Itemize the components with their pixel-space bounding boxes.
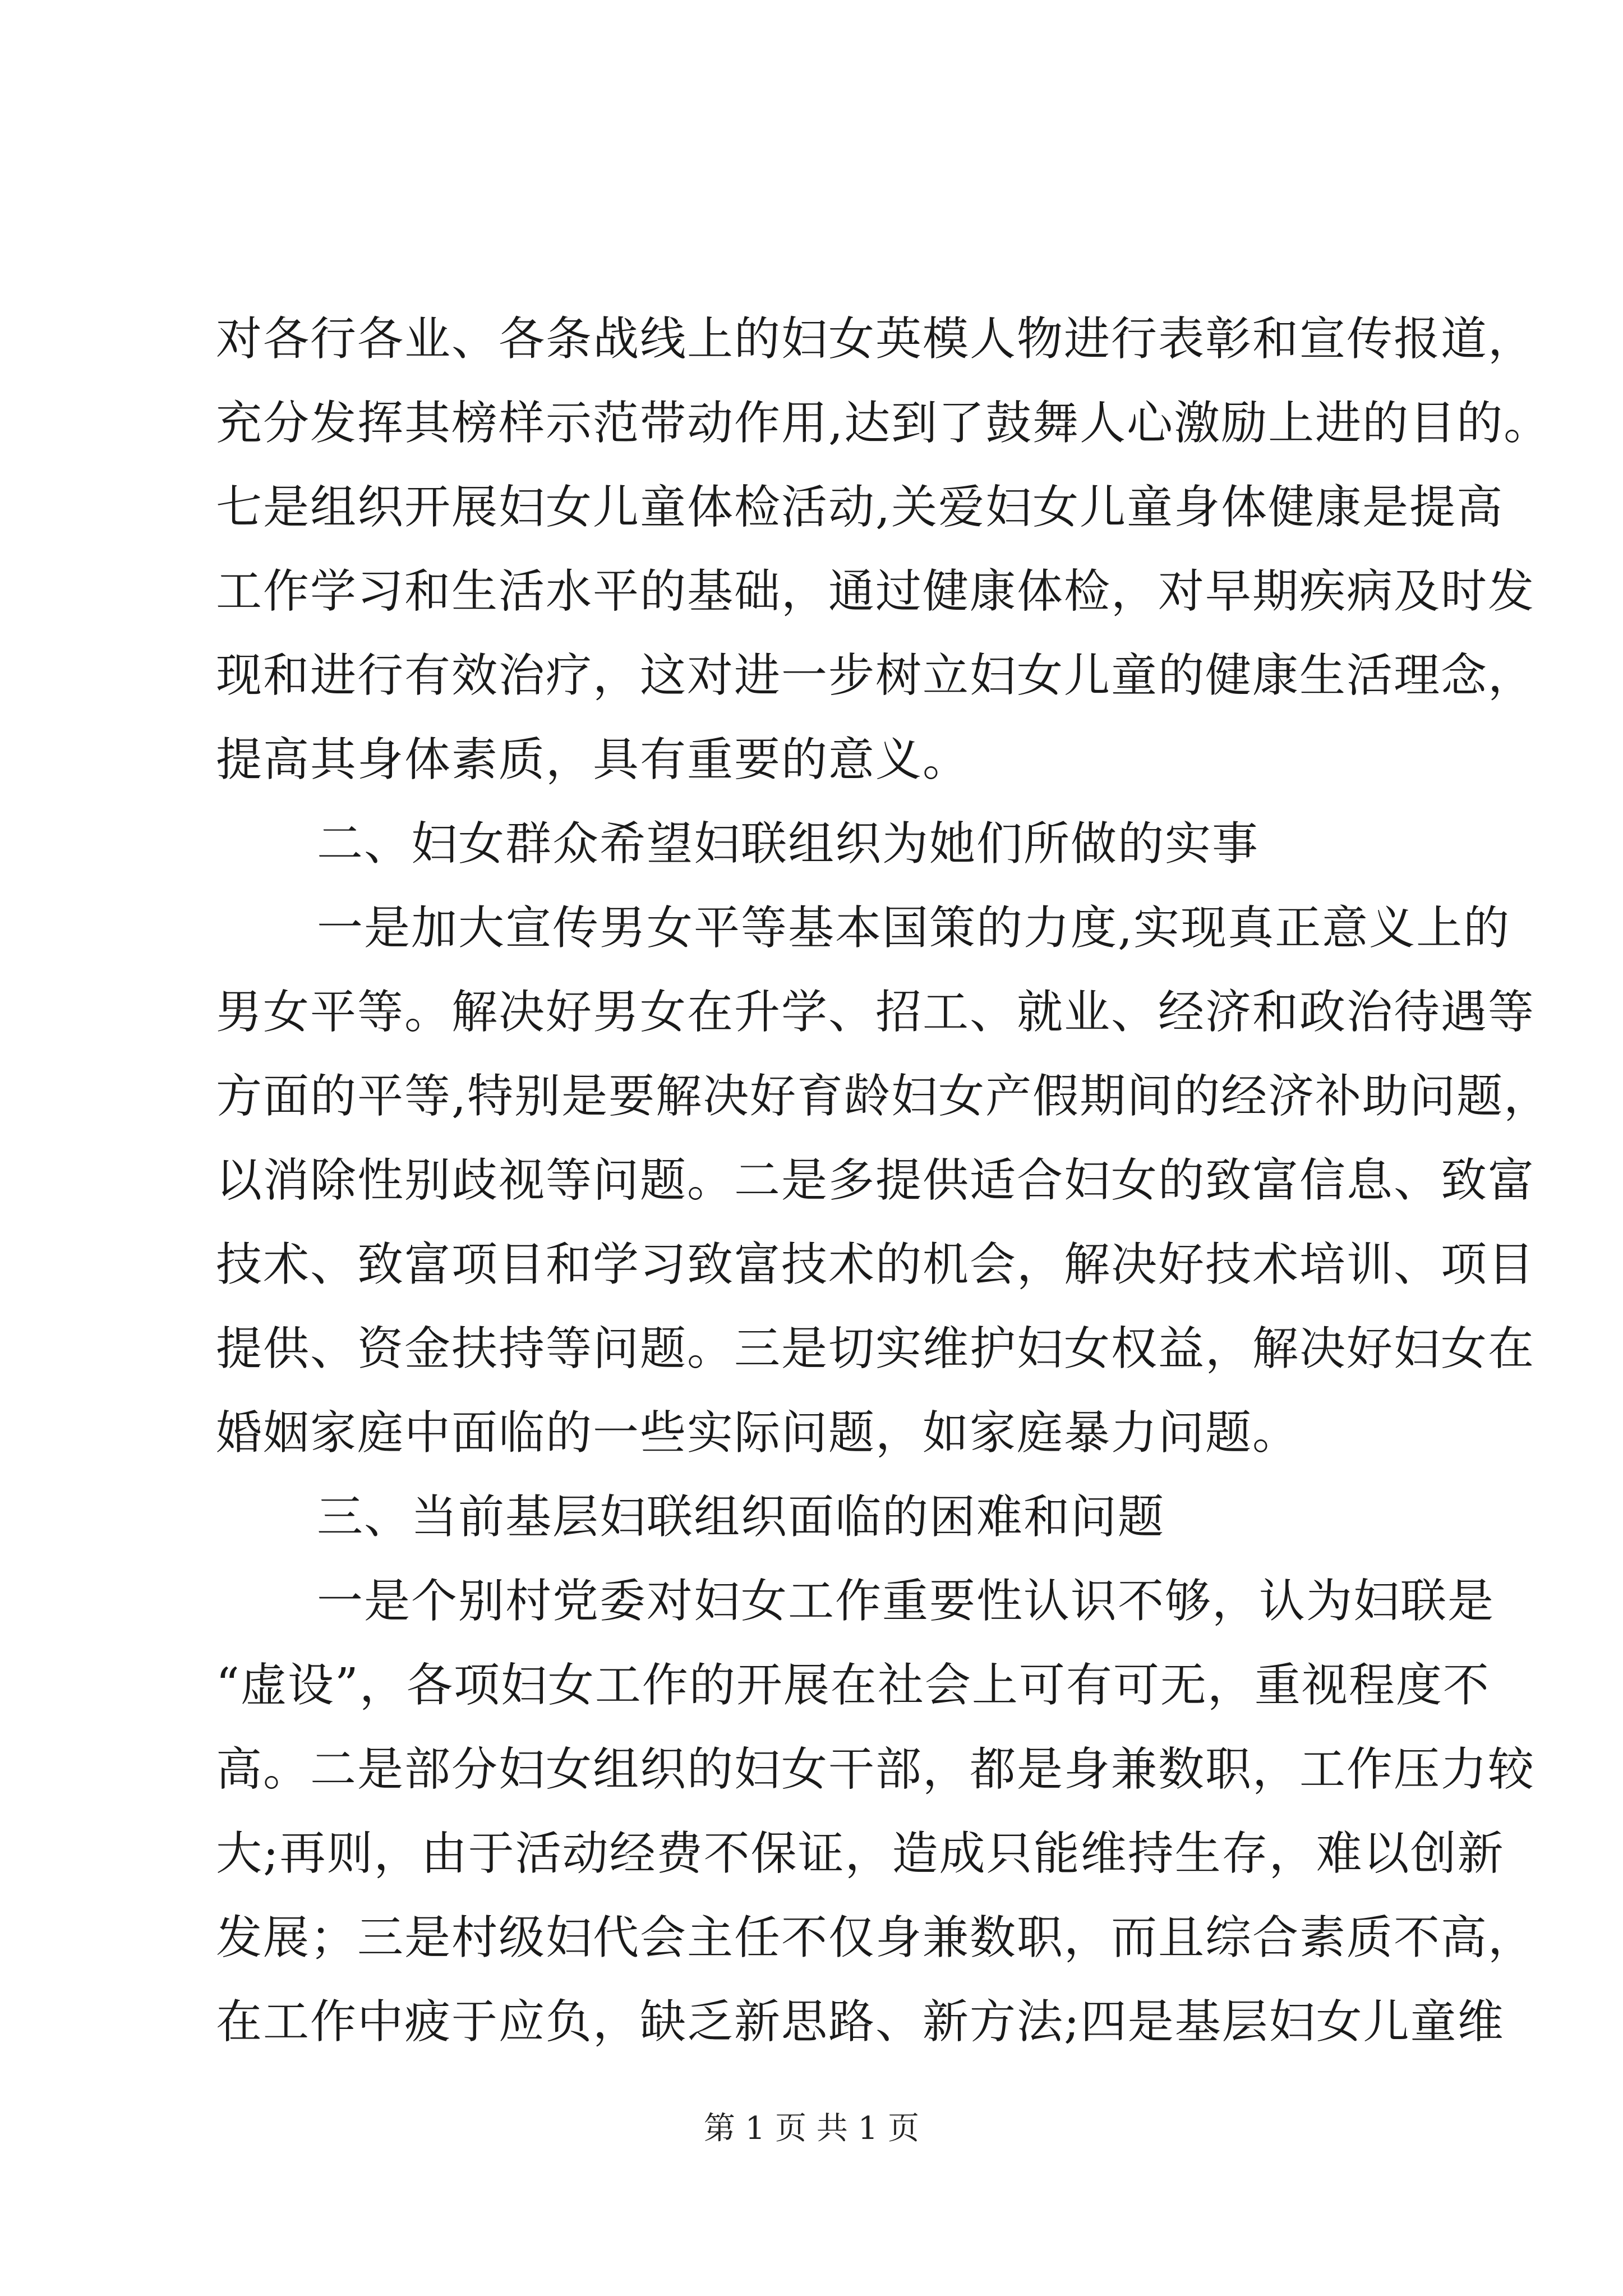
- document-body: [216, 297, 1551, 2064]
- text-line: 对各行各业、各条战线上的妇女英模人物进行表彰和宣传报道，: [216, 312, 1536, 366]
- paragraph-start-line: 一是个别村党委对妇女工作重要性认识不够，认为妇联是: [317, 1575, 1495, 1628]
- text-line: 现和进行有效治疗，这对进一步树立妇女儿童的健康生活理念，: [216, 649, 1536, 702]
- text-line: 在工作中疲于应负，缺乏新思路、新方法;四是基层妇女儿童维: [216, 1995, 1505, 2049]
- text-line: 高。二是部分妇女组织的妇女干部，都是身兼数职，工作压力较: [216, 1743, 1536, 1796]
- text-line: 婚姻家庭中面临的一些实际问题，如家庭暴力问题。: [216, 1406, 1300, 1460]
- text-line: 技术、致富项目和学习致富技术的机会，解决好技术培训、项目: [216, 1238, 1536, 1291]
- text-line: “虚设”，各项妇女工作的开展在社会上可有可无，重视程度不: [216, 1659, 1490, 1712]
- text-line: 工作学习和生活水平的基础，通过健康体检，对早期疾病及时发: [216, 565, 1536, 618]
- text-line: 提高其身体素质，具有重要的意义。: [216, 733, 970, 786]
- text-line: 七是组织开展妇女儿童体检活动,关爱妇女儿童身体健康是提高: [216, 481, 1504, 534]
- text-line: 大;再则，由于活动经费不保证，造成只能维持生存，难以创新: [216, 1827, 1505, 1880]
- text-line: 男女平等。解决好男女在升学、招工、就业、经济和政治待遇等: [216, 986, 1536, 1039]
- page-number-footer: 第 1 页 共 1 页: [703, 2110, 920, 2147]
- text-line: 发展；三是村级妇代会主任不仅身兼数职，而且综合素质不高，: [216, 1911, 1536, 1964]
- text-line: 方面的平等,特别是要解决好育龄妇女产假期间的经济补助问题，: [216, 1070, 1551, 1123]
- paragraph-start-line: 一是加大宣传男女平等基本国策的力度,实现真正意义上的: [317, 901, 1511, 955]
- text-line: 以消除性别歧视等问题。二是多提供适合妇女的致富信息、致富: [216, 1154, 1536, 1207]
- section-heading: 三、当前基层妇联组织面临的困难和问题: [317, 1490, 1165, 1544]
- text-line: 提供、资金扶持等问题。三是切实维护妇女权益，解决好妇女在: [216, 1322, 1536, 1375]
- section-heading: 二、妇女群众希望妇联组织为她们所做的实事: [317, 817, 1260, 871]
- text-line: 充分发挥其榜样示范带动作用,达到了鼓舞人心激励上进的目的。: [216, 397, 1551, 450]
